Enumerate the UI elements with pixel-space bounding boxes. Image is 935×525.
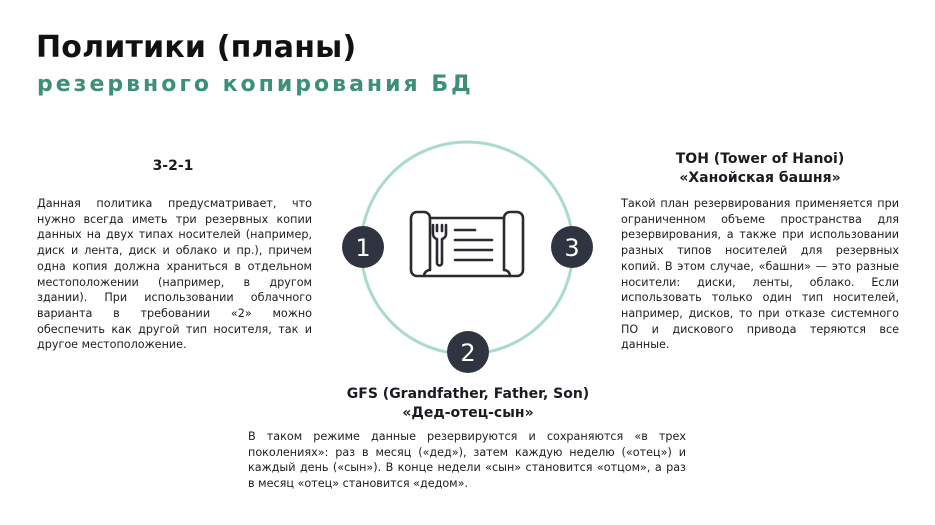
policy-2-title-line2: «Дед-отец-сын»: [402, 405, 534, 421]
policy-1-title: 3-2-1: [152, 158, 194, 174]
blueprint-wrench-icon: [411, 212, 523, 276]
badge-1-label: 1: [355, 234, 371, 262]
policy-3-title: [640, 150, 880, 188]
badge-1: [342, 226, 384, 268]
policy-2-title: [318, 385, 618, 423]
policy-2-title-line1: GFS (Grandfather, Father, Son): [346, 386, 590, 402]
policy-3-title-line2: «Ханойская башня»: [679, 170, 841, 186]
policy-3-title-line1: TOH (Tower of Hanoi): [675, 151, 845, 167]
center-ring: [361, 142, 573, 354]
badge-2-label: 2: [460, 339, 476, 367]
policy-2-text: В таком режиме данные резервируются и сохраняются «в трех поколениях»: раз в месяц («дед»), затем каждую неделю («отец») и каждый день («сын»). В конце недели «сын» становится «отцом», а раз в месяц «отец» становится «дедом».: [248, 430, 686, 491]
badge-2: [447, 331, 489, 373]
slide-subtitle: резервного копирования БД: [37, 72, 474, 97]
badge-3: [551, 226, 593, 268]
slide-title: Политики (планы): [36, 30, 357, 65]
policy-3-text: Такой план резервирования применяется при ограниченном объеме пространства для резервирования, а также при использовании разных типов носителей для резервных копий. В этом случае, «башни» — это разные носители: диски, ленты, облако. Если использовать только один тип носителей, например, дисков, то при отказе системного ПО и дискового привода теряются все данные.: [621, 197, 899, 352]
policy-1-text: Данная политика предусматривает, что нужно всегда иметь три резервных копии данных на двух типах носителей (например, диск и лента, диск и облако и пр.), причем одна копия должна храниться в отдельном местоположении (например, в другом здании). При использовании облачного варианта в требовании «2» можно обеспечить как другой тип носителя, так и другое местоположение.: [37, 197, 312, 352]
badge-3-label: 3: [564, 234, 580, 262]
